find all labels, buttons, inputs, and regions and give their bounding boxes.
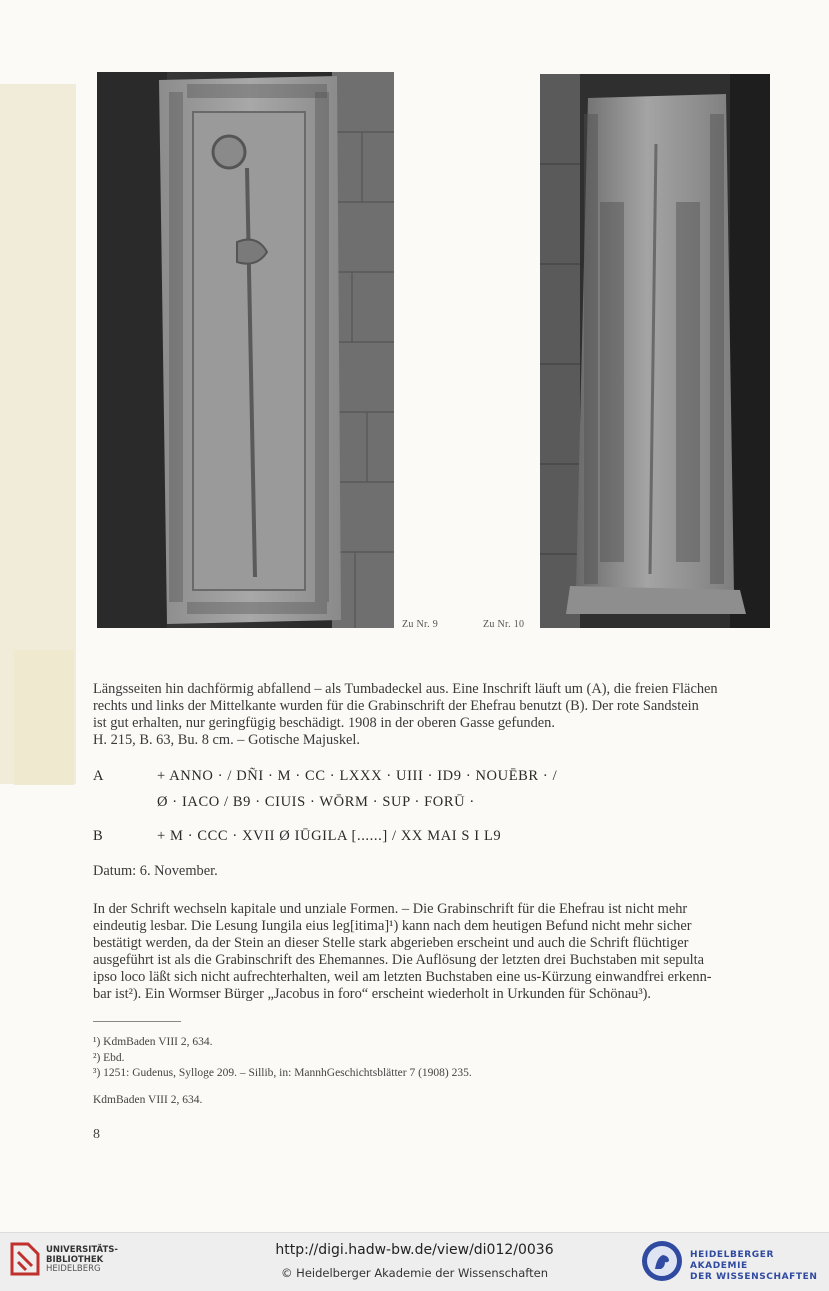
text-line: ausgeführt ist als die Grabinschrift des Ehemannes. Die Auflösung der letzten drei Buchstaben mit sepulta — [93, 952, 705, 968]
text-line: bar ist²). Ein Wormser Bürger „Jacobus in foro“ erscheint wiederholt in Urkunden für Schönau³). — [93, 986, 652, 1002]
inscription-label-b: B — [93, 828, 103, 844]
caption-nr10: Zu Nr. 10 — [483, 619, 525, 630]
academy-line: HEIDELBERGER AKADEMIE — [690, 1250, 774, 1271]
academy-seal-icon[interactable] — [640, 1239, 684, 1283]
viewer-footer — [0, 1232, 829, 1291]
copyright-notice: © Heidelberger Akademie der Wissenschaften — [281, 1266, 548, 1280]
inscription-b-text: + M · CCC · XVII Ø IŪGILA [......] / XX MAI S I L9 — [157, 828, 502, 844]
text-line: rechts und links der Mittelkante wurden für die Grabinschrift der Ehefrau benutzt (B). Der rote Sandstein — [93, 698, 699, 714]
permalink-url[interactable]: http://digi.hadw-bw.de/view/di012/0036 — [275, 1242, 554, 1258]
inscription-a-text2: Ø · IACO / B9 · CIUIS · WŌRM · SUP · FORŪ · — [157, 794, 475, 810]
footnote-2: ²) Ebd. — [93, 1052, 125, 1064]
caption-nr9: Zu Nr. 9 — [402, 619, 439, 630]
text-line: In der Schrift wechseln kapitale und unziale Formen. – Die Grabinschrift für die Ehefrau ist nicht mehr — [93, 901, 688, 917]
inscription-a-text1: + ANNO · / DÑI · M · CC · LXXX · UIII · ID9 · NOUĒBR · / — [157, 768, 558, 784]
academy-name[interactable] — [690, 1250, 829, 1283]
tombstone-nr10-image — [540, 74, 770, 628]
inscription-label-a: A — [93, 768, 104, 784]
page-number: 8 — [93, 1127, 100, 1142]
text-line: bestätigt werden, da der Stein an dieser Stelle stark abgerieben erscheint und auch die Schrift flüchtiger — [93, 935, 689, 951]
dimensions-line: H. 215, B. 63, Bu. 8 cm. – Gotische Majuskel. — [93, 732, 361, 748]
ub-line: UNIVERSITÄTS- — [46, 1245, 118, 1255]
source-reference: KdmBaden VIII 2, 634. — [93, 1094, 203, 1106]
footnote-3: ³) 1251: Gudenus, Sylloge 209. – Sillib, in: MannhGeschichtsblätter 7 (1908) 235. — [93, 1067, 472, 1079]
footnote-divider — [93, 1021, 181, 1022]
text-line: ipso loco läßt sich nicht aufrechterhalten, weil am letzten Buchstaben eine us-Kürzung einwandfrei erkenn- — [93, 969, 712, 985]
ub-line: HEIDELBERG — [46, 1264, 101, 1274]
commentary-paragraph — [93, 901, 733, 1003]
text-line: eindeutig lesbar. Die Lesung Iungila eius leg[itima]¹) kann nach dem heutigen Befund nicht mehr sicher — [93, 918, 692, 934]
tombstone-nr9-image — [97, 72, 394, 628]
text-line: ist gut erhalten, nur geringfügig beschädigt. 1908 in der oberen Gasse gefunden. — [93, 715, 555, 731]
photo-tombstone-nr9 — [97, 72, 394, 628]
description-paragraph — [93, 681, 733, 749]
footnote-1: ¹) KdmBaden VIII 2, 634. — [93, 1036, 213, 1048]
photo-tombstone-nr10 — [540, 74, 770, 628]
text-line: Längsseiten hin dachförmig abfallend – als Tumbadeckel aus. Eine Inschrift läuft um (A), die freien Flächen — [93, 681, 718, 697]
academy-line: DER WISSENSCHAFTEN — [690, 1272, 818, 1282]
ub-line: BIBLIOTHEK — [46, 1254, 104, 1265]
page-edge-strip-lower — [14, 650, 74, 785]
date-line: Datum: 6. November. — [93, 863, 218, 879]
